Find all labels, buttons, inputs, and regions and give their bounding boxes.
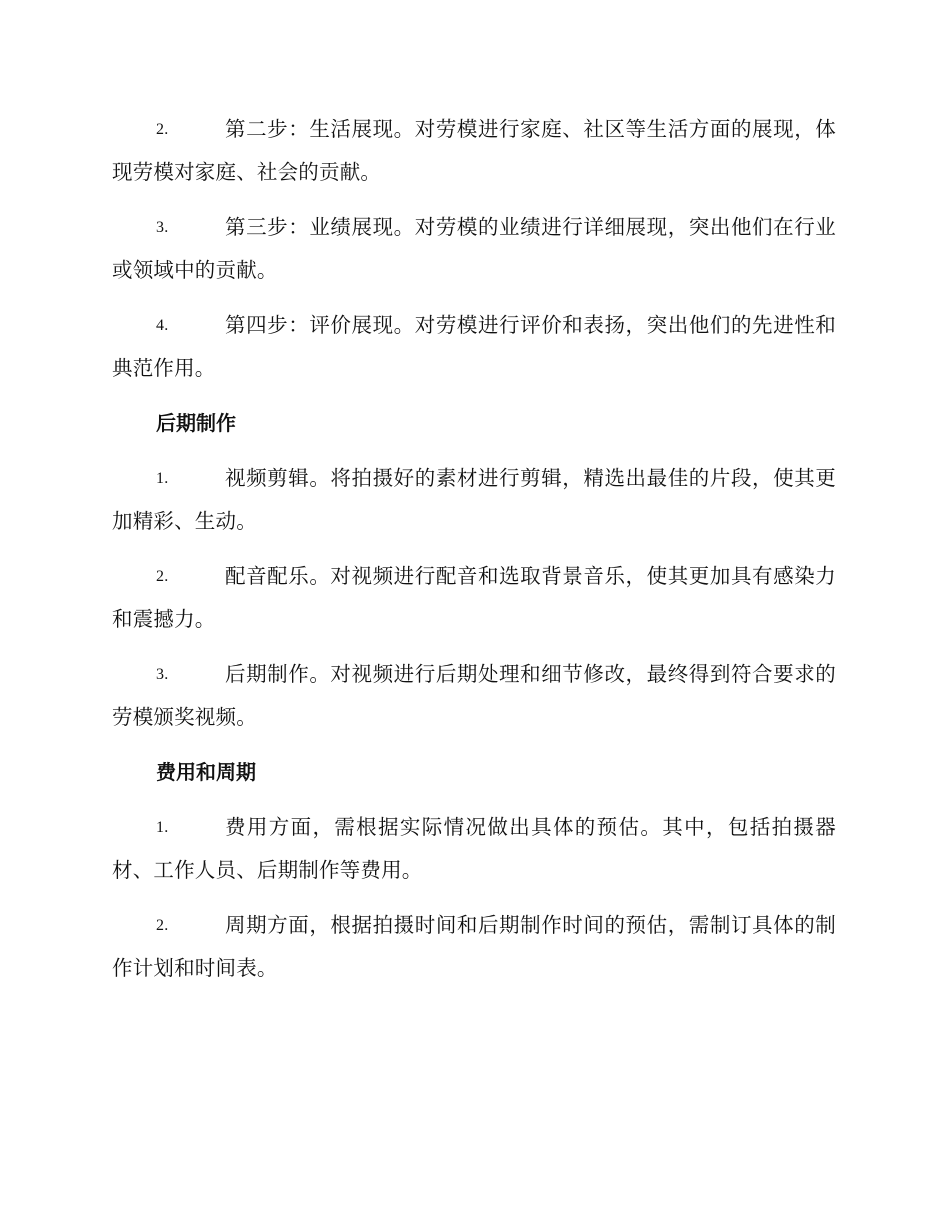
list-item-number: 4. bbox=[156, 317, 169, 334]
list-item bbox=[112, 555, 836, 641]
section-heading-cost-and-schedule: 费用和周期 bbox=[156, 760, 256, 784]
list-item bbox=[112, 304, 836, 390]
list-item-text: 第二步：生活展现。对劳模进行家庭、社区等生活方面的展现，体现劳模对家庭、社会的贡献。 bbox=[112, 117, 836, 184]
list-item-text: 第三步：业绩展现。对劳模的业绩进行详细展现，突出他们在行业或领域中的贡献。 bbox=[112, 215, 836, 282]
list-item-number: 3. bbox=[156, 666, 169, 683]
list-item-text: 费用方面，需根据实际情况做出具体的预估。其中，包括拍摄器材、工作人员、后期制作等费用。 bbox=[112, 815, 836, 882]
list-item-number: 3. bbox=[156, 219, 169, 236]
list-item-text: 配音配乐。对视频进行配音和选取背景音乐，使其更加具有感染力和震撼力。 bbox=[112, 564, 836, 631]
list-item bbox=[112, 457, 836, 543]
list-item bbox=[112, 904, 836, 990]
list-item bbox=[112, 108, 836, 194]
list-item-text: 后期制作。对视频进行后期处理和细节修改，最终得到符合要求的劳模颁奖视频。 bbox=[112, 662, 836, 729]
list-item-number: 2. bbox=[156, 121, 169, 138]
section-heading-post-production: 后期制作 bbox=[156, 411, 236, 435]
list-item-number: 1. bbox=[156, 819, 169, 836]
list-item-text: 视频剪辑。将拍摄好的素材进行剪辑，精选出最佳的片段，使其更加精彩、生动。 bbox=[112, 466, 836, 533]
list-item-number: 2. bbox=[156, 917, 169, 934]
list-item-number: 2. bbox=[156, 568, 169, 585]
list-item bbox=[112, 206, 836, 292]
document-page bbox=[112, 108, 836, 1002]
list-item-text: 周期方面，根据拍摄时间和后期制作时间的预估，需制订具体的制作计划和时间表。 bbox=[112, 913, 836, 980]
list-item-number: 1. bbox=[156, 470, 169, 487]
list-item bbox=[112, 806, 836, 892]
list-item bbox=[112, 653, 836, 739]
list-item-text: 第四步：评价展现。对劳模进行评价和表扬，突出他们的先进性和典范作用。 bbox=[112, 313, 836, 380]
